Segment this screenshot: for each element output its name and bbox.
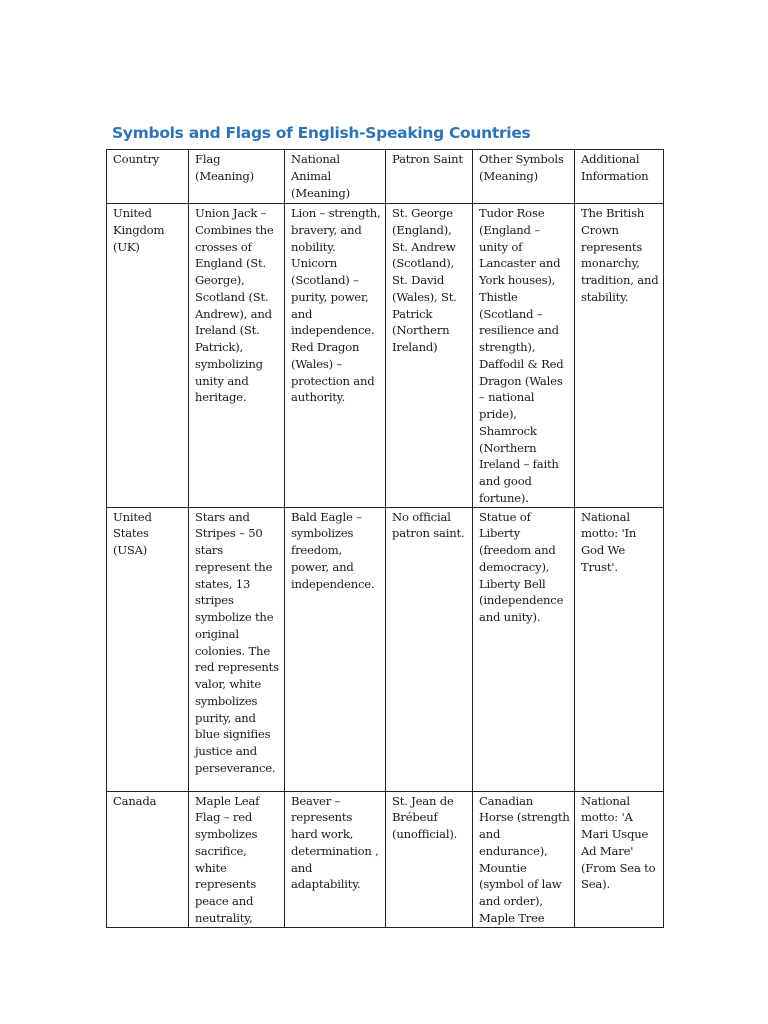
cell-other-symbols: Canadian Horse (strength and endurance), Mountie (symbol of law and order), Maple Tree <box>473 791 575 927</box>
cell-country: United Kingdom (UK) <box>107 204 189 508</box>
cell-country: Canada <box>107 791 189 927</box>
header-cell-additional-info: Additional Information <box>575 150 664 204</box>
table-row <box>107 507 664 791</box>
header-cell-animal: National Animal (Meaning) <box>285 150 386 204</box>
cell-flag: Stars and Stripes – 50 stars represent the states, 13 stripes symbolize the original colonies. The red represents valor, white symbolizes purity, and blue signifies justice and perseverance. <box>189 507 285 791</box>
cell-other-symbols: Statue of Liberty (freedom and democracy), Liberty Bell (independence and unity). <box>473 507 575 791</box>
cell-saint: No official patron saint. <box>386 507 473 791</box>
cell-additional-info: National motto: 'A Mari Usque Ad Mare' (From Sea to Sea). <box>575 791 664 927</box>
table-row <box>107 204 664 508</box>
cell-flag: Union Jack – Combines the crosses of England (St. George), Scotland (St. Andrew), and Ireland (St. Patrick), symbolizing unity and heritage. <box>189 204 285 508</box>
cell-animal: Bald Eagle – symbolizes freedom, power, and independence. <box>285 507 386 791</box>
cell-other-symbols: Tudor Rose (England – unity of Lancaster and York houses), Thistle (Scotland – resilience and strength), Daffodil & Red Dragon (Wales – national pride), Shamrock (Northern Ireland – faith and good fortune). <box>473 204 575 508</box>
symbols-table <box>106 149 664 928</box>
header-cell-other-symbols: Other Symbols (Meaning) <box>473 150 575 204</box>
table-row <box>107 791 664 927</box>
header-cell-flag: Flag (Meaning) <box>189 150 285 204</box>
document-title: Symbols and Flags of English-Speaking Countries <box>112 124 531 142</box>
cell-flag: Maple Leaf Flag – red symbolizes sacrifice, white represents peace and neutrality, <box>189 791 285 927</box>
cell-saint: St. George (England), St. Andrew (Scotland), St. David (Wales), St. Patrick (Northern Ireland) <box>386 204 473 508</box>
header-cell-saint: Patron Saint <box>386 150 473 204</box>
cell-saint: St. Jean de Brébeuf (unofficial). <box>386 791 473 927</box>
cell-country: United States (USA) <box>107 507 189 791</box>
cell-animal: Lion – strength, bravery, and nobility. Unicorn (Scotland) – purity, power, and independence. Red Dragon (Wales) – protection and authority. <box>285 204 386 508</box>
cell-additional-info: The British Crown represents monarchy, tradition, and stability. <box>575 204 664 508</box>
cell-animal: Beaver – represents hard work, determination , and adaptability. <box>285 791 386 927</box>
header-cell-country: Country <box>107 150 189 204</box>
table-header-row <box>107 150 664 204</box>
cell-additional-info: National motto: 'In God We Trust'. <box>575 507 664 791</box>
